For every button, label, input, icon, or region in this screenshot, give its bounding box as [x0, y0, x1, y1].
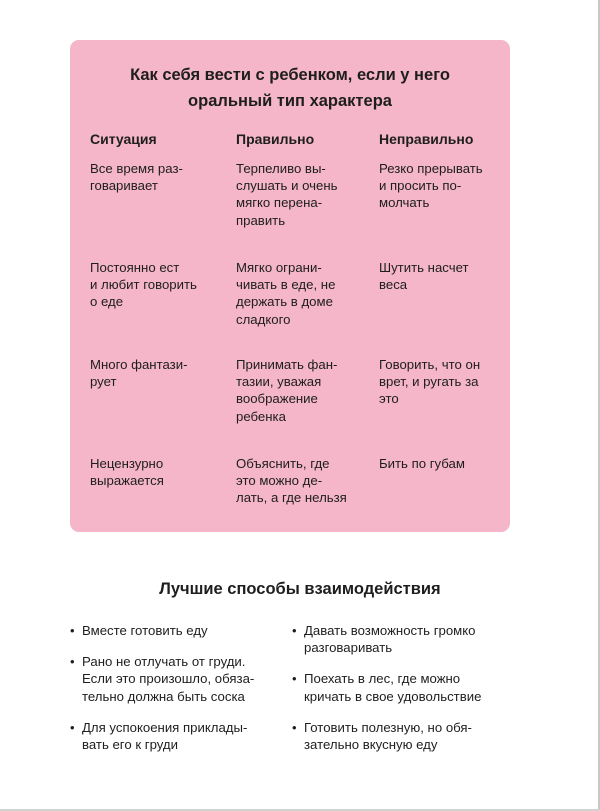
card-title: [70, 62, 510, 114]
cell-line: молчать: [379, 195, 430, 211]
cell-line: мягко перена-: [236, 195, 323, 211]
bullet-icon: •: [292, 671, 297, 687]
bullet-icon: •: [70, 654, 75, 670]
cell-line: Шутить насчет: [379, 260, 469, 275]
cell-line: и просить по-: [379, 178, 462, 194]
row-2-situation: [90, 259, 218, 311]
behavior-table-card: [70, 40, 510, 532]
tip-line: Если это произошло, обяза-: [82, 671, 255, 687]
cell-line: сладкого: [236, 311, 291, 327]
cell-line: выражается: [90, 473, 164, 489]
tip-line: Готовить полезную, но обя-: [304, 719, 472, 735]
cell-line: Нецензурно: [90, 456, 164, 471]
cell-line: держать в доме: [236, 294, 333, 310]
tip-line: кричать в свое удовольствие: [304, 688, 482, 704]
bullet-icon: •: [70, 623, 75, 638]
cell-line: рует: [90, 374, 117, 390]
row-1-situation: [90, 160, 218, 194]
cell-line: Объяснить, где: [236, 456, 330, 471]
tip-line: Давать возможность громко: [304, 623, 476, 638]
tip-line: Поехать в лес, где можно: [304, 671, 461, 687]
cell-line: править: [236, 212, 286, 228]
cell-line: ребенка: [236, 408, 286, 424]
tips-left-column: [70, 622, 254, 753]
bullet-icon: •: [292, 719, 297, 735]
cell-line: веса: [379, 277, 408, 293]
cell-line: о еде: [90, 294, 124, 310]
cell-line: Мягко ограни-: [236, 260, 322, 275]
row-4-correct: [236, 455, 364, 507]
tip-line: Вместе готовить еду: [82, 623, 208, 638]
tip-item: [292, 622, 481, 656]
tip-line: тельно должна быть соска: [82, 688, 245, 704]
tip-item: [292, 670, 481, 704]
cell-line: слушать и очень: [236, 178, 338, 194]
row-3-situation: [90, 356, 218, 390]
cell-line: воображение: [236, 391, 318, 407]
card-title-line: оральный тип характера: [188, 92, 392, 110]
row-1-correct: [236, 160, 364, 229]
cell-line: тазии, уважая: [236, 374, 322, 390]
section-title: Лучшие способы взаимодействия: [159, 580, 441, 598]
cell-line: врет, и ругать за: [379, 374, 479, 390]
cell-line: говаривает: [90, 178, 158, 194]
cell-line: Резко прерывать: [379, 161, 483, 176]
tip-line: вать его к груди: [82, 737, 178, 753]
bullet-icon: •: [70, 719, 75, 735]
row-3-incorrect: [379, 356, 507, 408]
cell-line: это: [379, 391, 399, 407]
row-2-incorrect: [379, 259, 507, 293]
header-situation: Ситуация: [90, 131, 157, 147]
tips-right-column: [292, 622, 481, 753]
cell-line: Много фантази-: [90, 357, 188, 372]
row-3-correct: [236, 356, 364, 425]
tip-line: разговаривать: [304, 640, 393, 656]
cell-line: Постоянно ест: [90, 260, 180, 275]
row-2-correct: [236, 259, 364, 328]
cell-line: Говорить, что он: [379, 357, 481, 372]
tip-item: [292, 719, 481, 753]
bullet-icon: •: [292, 623, 297, 638]
cell-line: и любит говорить: [90, 277, 197, 293]
tip-item: [70, 653, 254, 705]
cell-line: Принимать фан-: [236, 357, 338, 372]
header-correct: Правильно: [236, 131, 315, 147]
card-title-line: Как себя вести с ребенком, если у него: [130, 66, 450, 84]
cell-line: чивать в еде, не: [236, 277, 336, 293]
row-1-incorrect: [379, 160, 507, 212]
tip-line: Рано не отлучать от груди.: [82, 654, 246, 670]
row-4-incorrect: [379, 455, 507, 472]
cell-line: Терпеливо вы-: [236, 161, 326, 176]
cell-line: лать, а где нельзя: [236, 490, 347, 506]
cell-line: это можно де-: [236, 473, 323, 489]
tip-line: Для успокоения приклады-: [82, 719, 248, 735]
tip-line: зательно вкусную еду: [304, 737, 438, 753]
cell-line: Бить по губам: [379, 456, 465, 471]
row-4-situation: [90, 455, 218, 489]
header-incorrect: Неправильно: [379, 131, 474, 147]
tip-item: [70, 719, 254, 753]
cell-line: Все время раз-: [90, 161, 183, 176]
tip-item: [70, 622, 254, 639]
